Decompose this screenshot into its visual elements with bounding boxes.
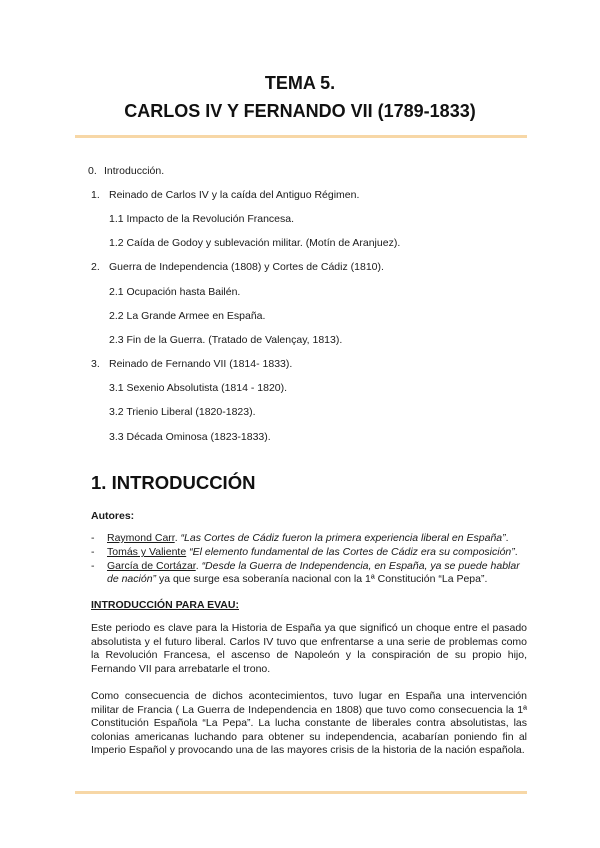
bottom-divider bbox=[75, 791, 527, 794]
toc-item-text: Guerra de Independencia (1808) y Cortes de Cádiz (1810). bbox=[109, 261, 384, 273]
toc-item-text: Reinado de Fernando VII (1814- 1833). bbox=[109, 358, 293, 370]
author-separator: . bbox=[195, 560, 202, 572]
author-item bbox=[91, 560, 531, 586]
toc-subitem-text: 3.1 Sexenio Absolutista (1814 - 1820). bbox=[109, 382, 288, 394]
author-item bbox=[91, 532, 531, 545]
list-dash: - bbox=[91, 546, 95, 558]
toc-subitem-text: 1.2 Caída de Godoy y sublevación militar. (Motín de Aranjuez). bbox=[109, 237, 401, 249]
author-quote: “El elemento fundamental de las Cortes de Cádiz era su composición” bbox=[189, 546, 515, 558]
toc-item-text: Reinado de Carlos IV y la caída del Antiguo Régimen. bbox=[109, 189, 360, 201]
author-name: Raymond Carr bbox=[107, 532, 175, 544]
toc-subitem-text: 3.3 Década Ominosa (1823-1833). bbox=[109, 431, 271, 443]
toc-subitem-text: 1.1 Impacto de la Revolución Francesa. bbox=[109, 213, 295, 225]
document-title-line1: TEMA 5. bbox=[264, 73, 336, 93]
list-dash: - bbox=[91, 532, 95, 544]
toc-item-number: 3. bbox=[91, 358, 100, 370]
toc-item-number: 1. bbox=[91, 189, 100, 201]
author-item bbox=[91, 546, 531, 559]
toc-item-number: 0. bbox=[88, 165, 97, 177]
intro-paragraph-1: Este periodo es clave para la Historia de España ya que significó un choque entre el pasado absolutista y el futuro liberal. Carlos IV tuvo que enfrentarse a una serie de problemas como la Revolución Francesa, el ascenso de Napoleón y la conspiración de su propio hijo, Fernando VII para arrebatarle el trono. bbox=[91, 622, 527, 675]
section-heading: 1. INTRODUCCIÓN bbox=[91, 472, 256, 493]
author-name: García de Cortázar bbox=[107, 560, 196, 572]
evau-heading: INTRODUCCIÓN PARA EVAU: bbox=[91, 599, 239, 611]
toc-subitem-text: 2.1 Ocupación hasta Bailén. bbox=[109, 286, 241, 298]
author-separator: . bbox=[174, 532, 181, 544]
author-tail: . bbox=[505, 532, 509, 544]
toc-item-text: Introducción. bbox=[104, 165, 165, 177]
authors-list bbox=[91, 532, 531, 587]
document-title-line2: CARLOS IV Y FERNANDO VII (1789-1833) bbox=[124, 101, 476, 121]
intro-paragraph-2: Como consecuencia de dichos acontecimientos, tuvo lugar en España una intervención militar de Francia ( La Guerra de Independencia en 1808) que tuvo como consecuencia la 1ª Constitución Española “La Pepa”. La lucha constante de liberales contra absolutistas, las colonias americanas luchando para obtener su independencia, acabarían poniendo fin al Imperio Español y provocando una de las mayores crisis de la historia de la nación española. bbox=[91, 690, 527, 756]
author-name: Tomás y Valiente bbox=[107, 546, 187, 558]
author-tail: ya que surge esa soberanía nacional con la 1ª Constitución “La Pepa”. bbox=[156, 573, 488, 585]
toc-subitem-text: 3.2 Trienio Liberal (1820-1823). bbox=[109, 406, 256, 418]
author-quote: “Desde la Guerra de Independencia, en España, ya se puede hablar de nación” bbox=[107, 560, 520, 585]
author-quote: “Las Cortes de Cádiz fueron la primera experiencia liberal en España” bbox=[180, 532, 506, 544]
top-divider bbox=[75, 135, 527, 138]
list-dash: - bbox=[91, 560, 95, 572]
toc-subitem-text: 2.3 Fin de la Guerra. (Tratado de Valençay, 1813). bbox=[109, 334, 343, 346]
toc-subitem-text: 2.2 La Grande Armee en España. bbox=[109, 310, 266, 322]
author-tail: . bbox=[514, 546, 518, 558]
toc-item-number: 2. bbox=[91, 261, 100, 273]
authors-label: Autores: bbox=[91, 510, 135, 522]
